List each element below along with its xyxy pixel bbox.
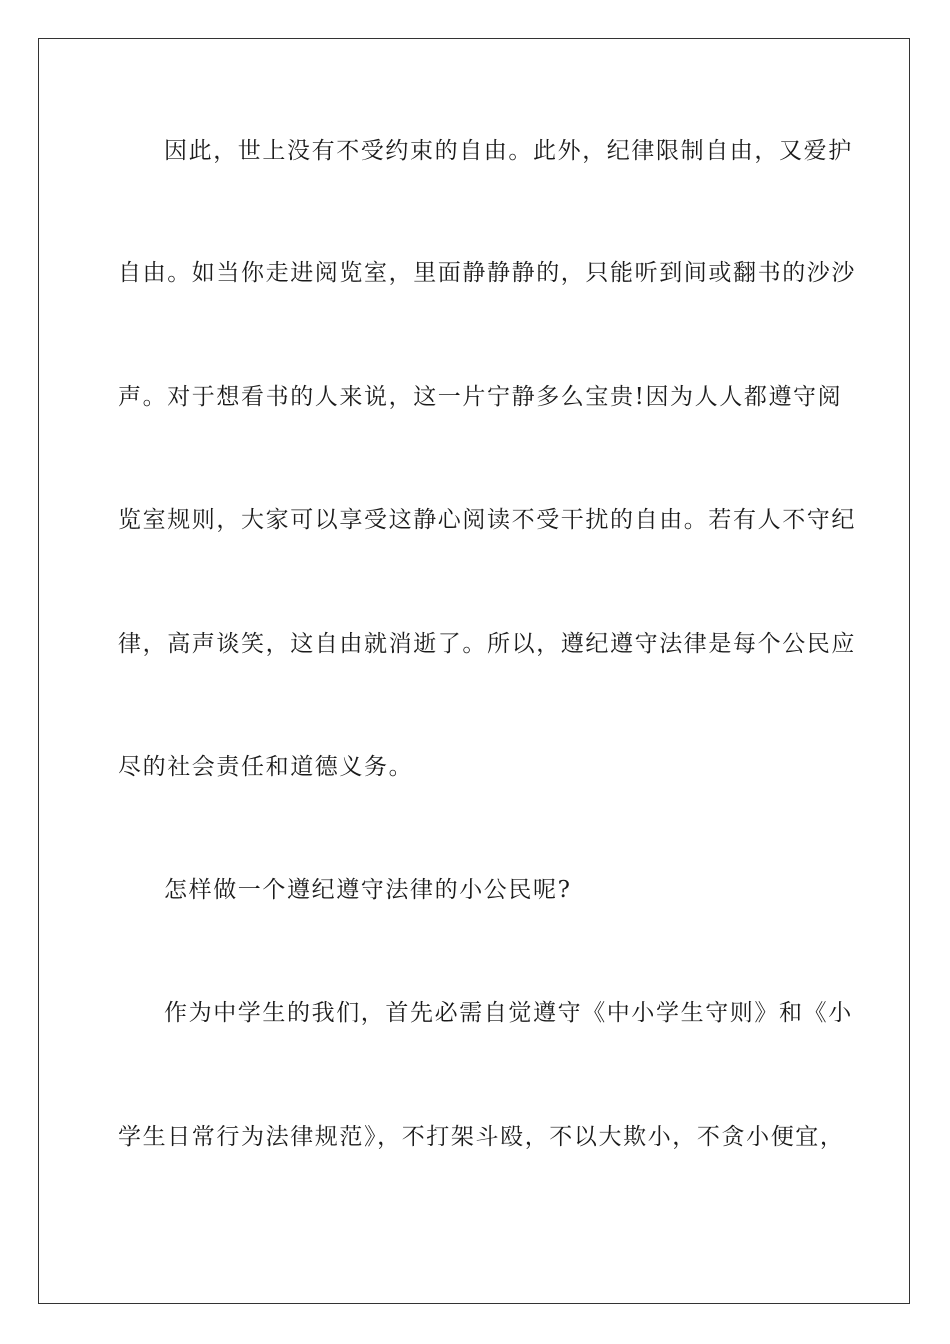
paragraph-line-5: 律，高声谈笑，这自由就消逝了。所以，遵纪遵守法律是每个公民应 [118, 631, 856, 657]
page-border [38, 38, 910, 1304]
paragraph-line-1: 因此，世上没有不受约束的自由。此外，纪律限制自由，又爱护 [164, 138, 853, 164]
paragraph-line-6: 尽的社会责任和道德义务。 [118, 754, 414, 780]
paragraph-line-3: 声。对于想看书的人来说，这一片宁静多么宝贵!因为人人都遵守阅 [118, 384, 843, 410]
paragraph-line-2: 自由。如当你走进阅览室，里面静静静的，只能听到间或翻书的沙沙 [118, 260, 856, 286]
paragraph-line-8: 作为中学生的我们，首先必需自觉遵守《中小学生守则》和《小 [164, 1000, 853, 1026]
question-line: 怎样做一个遵纪遵守法律的小公民呢? [164, 877, 572, 903]
paragraph-line-9: 学生日常行为法律规范》，不打架斗殴，不以大欺小，不贪小便宜， [118, 1124, 845, 1150]
paragraph-line-4: 览室规则，大家可以享受这静心阅读不受干扰的自由。若有人不守纪 [118, 507, 856, 533]
